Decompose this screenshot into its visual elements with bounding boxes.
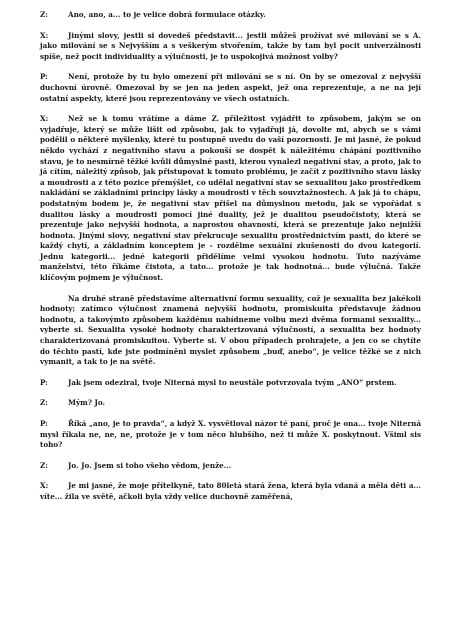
paragraph-text: Než se k tomu vrátíme a dáme Z. příležitost vyjádřit to způsobem, jakým se on vyjadřuje, který se může lišit od způsobu, jak to vyjadřuji já, dovolte mi, abych se s vámi podělil o některé myšlenky, které tu postupně uvedu do vaší pozornosti. Je mi jasné, že pokud někdo vychází z negativního stavu a pokouší se dospět k náležitému chápání pozitivního stavu, je to nesmírně těžké kvůli důmyslné pasti, kterou vynalezl negativní stav, a proto, jak to já cítím, náležitý způsob, jak přistupovat k tomuto problému, je začít z pozitivního stavu lásky a moudrosti a z této pozice přemýšlet, co udělal negativní stav se sexualitou jako prostředkem nakládání se základními principy lásky a moudrosti v těch souvztažnostech. A jak já to chápu, podstatným bodem je, že negativní stav přišel na důmyslnou metodu, jak se vypořádat s dualitou lásky a moudrosti pomocí jiné duality, jež je dualitou pseudočistoty, která se prezentuje jako nejvyšší hodnota, a naprostou ohavností, která se prezentuje jako nejnižší hodnota. Jinými slovy, negativní stav překrucuje sexualitu prostřednictvím pasti, do které se každý chytí, a základním konceptem je - rozdělme sexuální zkušenosti do dvou kategorií. Jednu kategorii... jedné kategorii přidělíme velmi vysokou hodnotu. Tuto nazýváme manželství, této říkáme čistota, a tato... protože je tak hodnotná... bude výlučná. Takže klíčovým pojmem je výlučnost. <box>40 114 421 283</box>
paragraph-text: Ano, ano, a... to je velice dobrá formulace otázky. <box>68 10 266 19</box>
paragraph-text: Je mi jasné, že moje přítelkyně, tato 80letá stará žena, která byla vdaná a měla děti a... víte... žila ve světě, ačkoli byla vždy velice duchovně zaměřená, <box>40 481 421 501</box>
paragraph-text: Mým? Jo. <box>68 398 106 408</box>
dialogue-paragraph <box>40 398 421 409</box>
dialogue-paragraph <box>40 10 421 21</box>
dialogue-paragraph <box>40 378 421 389</box>
speaker-label: X: <box>40 30 49 40</box>
paragraph-text: Jo. Jo. Jsem si toho všeho vědom, jenže... <box>68 460 232 470</box>
dialogue-paragraph <box>40 72 421 104</box>
dialogue-paragraph <box>40 419 421 451</box>
dialogue-paragraph <box>40 31 421 63</box>
speaker-label: Z: <box>40 398 48 408</box>
dialogue-paragraph <box>40 481 421 502</box>
paragraph-text: Na druhé straně představíme alternativní formu sexuality, což je sexualita bez jakékoli hodnoty; zatímco výlučnost znamená nejvyšší hodnotu, promiskuita představuje žádnou hodnotu, a takovýmto způsobem každému nabídneme volbu mezi dvěma formami sexuality... vyberte si. Sexualita vysoké hodnoty charakterizovaná výlučností, a sexualita bez hodnoty charakterizovaná promiskuitou. Vyberte si. V obou případech prohrajete, a jen co se chytíte do těchto pastí, kde jste podmíněni myslet způsobem „buď, anebo“, je velice těžké se z nich vymanit, a tak to je na světě. <box>40 293 421 367</box>
paragraph-text: Není, protože by tu bylo omezení při milování se s ní. On by se omezoval z nejvyšší duchovní úrovně. Omezoval by se jen na jeden aspekt, jež ona reprezentuje, a ne na její ostatní aspekty, které jsou reprezentovány ve všech ostatních. <box>40 72 421 103</box>
paragraph-text: Říká „ano, je to pravda“, a když X. vysvětloval názor té paní, proč je ona... tvoje Niterná mysl říkala ne, ne, ne, protože je v tom něco hlubšího, než ti může X. poskytnout. Všiml sis toho? <box>40 419 421 450</box>
speaker-label: P: <box>40 419 48 428</box>
speaker-label: P: <box>40 72 48 82</box>
speaker-label: X: <box>40 481 49 491</box>
speaker-label: X: <box>40 114 49 124</box>
dialogue-paragraph <box>40 114 421 284</box>
speaker-label: Z: <box>40 10 48 19</box>
speaker-label: Z: <box>40 460 48 470</box>
narrative-paragraph <box>40 294 421 368</box>
paragraph-text: Jinými slovy, jestli si dovedeš představit... jestli můžeš prožívat své milování se s A. jako milování se s Nejvyšším a s veškerým stvořením, takže by tam byl pocit univerzálnosti spíše, než pocit individuality a výlučnosti, je to uspokojivá možnost volby? <box>40 30 421 61</box>
paragraph-text: Jak jsem odeziral, tvoje Niterná mysl to neustále potvrzovala tvým „ANO“ prstem. <box>68 377 397 387</box>
dialogue-paragraph <box>40 461 421 472</box>
speaker-label: P: <box>40 377 48 387</box>
